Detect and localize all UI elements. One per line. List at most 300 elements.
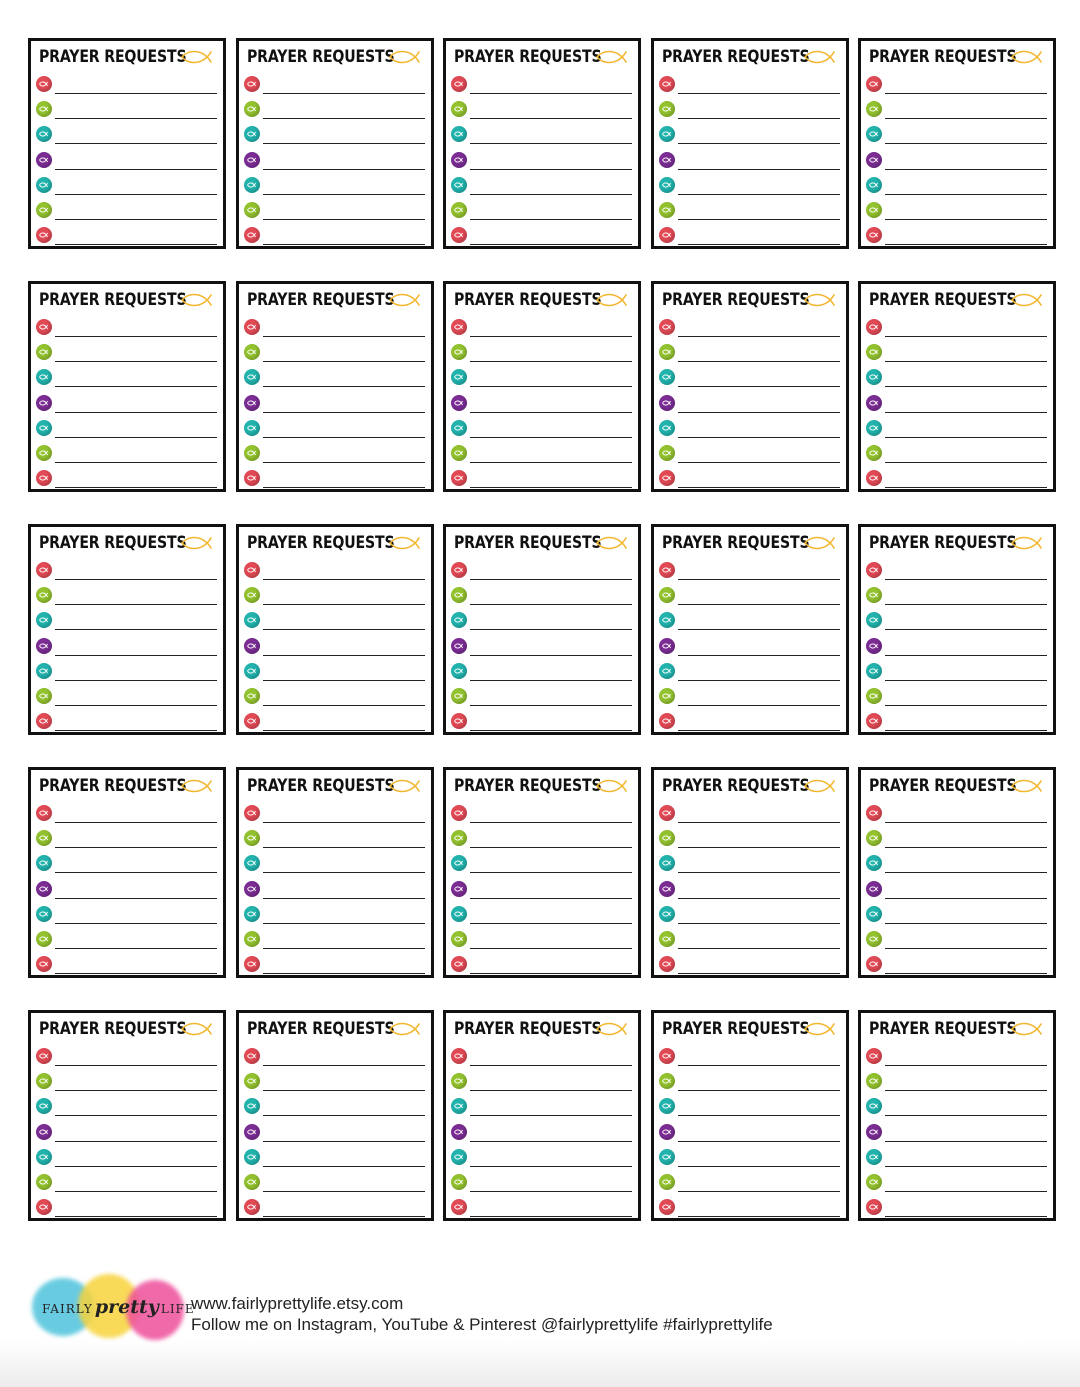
request-line[interactable] <box>449 684 635 709</box>
write-line <box>678 923 840 924</box>
request-line[interactable] <box>657 1094 843 1119</box>
fish-bullet-icon <box>36 202 52 218</box>
request-line[interactable] <box>449 1145 635 1170</box>
request-line[interactable] <box>657 1195 843 1220</box>
request-line[interactable] <box>657 902 843 927</box>
request-line[interactable] <box>242 72 428 97</box>
request-line[interactable] <box>657 441 843 466</box>
request-line[interactable] <box>34 1170 220 1195</box>
write-line <box>678 143 840 144</box>
request-line[interactable] <box>657 1120 843 1145</box>
request-line[interactable] <box>242 1069 428 1094</box>
request-line[interactable] <box>657 659 843 684</box>
request-line[interactable] <box>657 608 843 633</box>
request-line[interactable] <box>242 801 428 826</box>
fish-bullet-icon <box>451 805 467 821</box>
fish-bullet-icon <box>244 663 260 679</box>
prayer-request-card <box>651 38 849 249</box>
request-line[interactable] <box>242 826 428 851</box>
request-line[interactable] <box>657 223 843 248</box>
request-line[interactable] <box>657 634 843 659</box>
write-line <box>263 680 425 681</box>
request-line[interactable] <box>449 902 635 927</box>
write-line <box>55 629 217 630</box>
request-line[interactable] <box>242 608 428 633</box>
ichthys-fish-icon <box>1011 292 1047 308</box>
request-line[interactable] <box>242 466 428 491</box>
request-line[interactable] <box>242 441 428 466</box>
fish-bullet-icon <box>36 663 52 679</box>
fish-bullet-icon <box>659 177 675 193</box>
request-line[interactable] <box>34 684 220 709</box>
fish-bullet-icon <box>36 445 52 461</box>
fish-bullet-icon <box>659 805 675 821</box>
request-line[interactable] <box>242 1170 428 1195</box>
fish-bullet-icon <box>451 562 467 578</box>
fish-bullet-icon <box>659 1073 675 1089</box>
request-line[interactable] <box>657 952 843 977</box>
request-line[interactable] <box>242 1145 428 1170</box>
request-line[interactable] <box>864 1094 1050 1119</box>
request-line[interactable] <box>449 198 635 223</box>
write-line <box>885 143 1047 144</box>
fish-bullet-icon <box>244 1073 260 1089</box>
request-line[interactable] <box>449 1120 635 1145</box>
request-lines <box>864 1044 1050 1220</box>
write-line <box>55 1166 217 1167</box>
request-line[interactable] <box>449 365 635 390</box>
request-line[interactable] <box>864 952 1050 977</box>
card-title: PRAYER REQUESTS <box>246 1019 394 1039</box>
fish-bullet-icon <box>36 830 52 846</box>
request-line[interactable] <box>449 1069 635 1094</box>
request-line[interactable] <box>657 173 843 198</box>
request-line[interactable] <box>449 416 635 441</box>
request-line[interactable] <box>864 659 1050 684</box>
card-title: PRAYER REQUESTS <box>246 290 394 310</box>
request-line[interactable] <box>449 851 635 876</box>
request-line[interactable] <box>449 558 635 583</box>
fish-bullet-icon <box>244 369 260 385</box>
card-title: PRAYER REQUESTS <box>661 290 809 310</box>
request-line[interactable] <box>864 709 1050 734</box>
fish-bullet-icon <box>244 881 260 897</box>
request-line[interactable] <box>657 927 843 952</box>
request-line[interactable] <box>449 826 635 851</box>
request-line[interactable] <box>449 709 635 734</box>
request-line[interactable] <box>242 148 428 173</box>
request-line[interactable] <box>34 122 220 147</box>
request-line[interactable] <box>34 97 220 122</box>
request-line[interactable] <box>34 801 220 826</box>
request-line[interactable] <box>864 365 1050 390</box>
fish-bullet-icon <box>36 713 52 729</box>
request-line[interactable] <box>34 558 220 583</box>
request-line[interactable] <box>449 801 635 826</box>
page-bottom-fade <box>0 1340 1080 1387</box>
request-line[interactable] <box>34 315 220 340</box>
request-line[interactable] <box>34 72 220 97</box>
write-line <box>470 1090 632 1091</box>
request-lines <box>864 72 1050 248</box>
request-line[interactable] <box>34 952 220 977</box>
request-line[interactable] <box>657 365 843 390</box>
write-line <box>470 604 632 605</box>
card-title: PRAYER REQUESTS <box>454 47 602 67</box>
request-line[interactable] <box>864 1195 1050 1220</box>
prayer-request-card <box>858 281 1056 492</box>
fish-bullet-icon <box>659 587 675 603</box>
request-line[interactable] <box>449 1195 635 1220</box>
fish-bullet-icon <box>866 855 882 871</box>
request-line[interactable] <box>657 466 843 491</box>
request-line[interactable] <box>864 391 1050 416</box>
request-line[interactable] <box>864 466 1050 491</box>
fish-bullet-icon <box>36 319 52 335</box>
write-line <box>885 1191 1047 1192</box>
request-line[interactable] <box>242 851 428 876</box>
fish-bullet-icon <box>36 1149 52 1165</box>
fish-bullet-icon <box>866 1199 882 1215</box>
request-line[interactable] <box>864 558 1050 583</box>
request-line[interactable] <box>34 466 220 491</box>
request-line[interactable] <box>864 1145 1050 1170</box>
request-line[interactable] <box>242 927 428 952</box>
fish-bullet-icon <box>866 1098 882 1114</box>
request-line[interactable] <box>34 826 220 851</box>
request-line[interactable] <box>864 801 1050 826</box>
fish-bullet-icon <box>451 830 467 846</box>
ichthys-fish-icon <box>1011 778 1047 794</box>
request-line[interactable] <box>242 97 428 122</box>
write-line <box>263 336 425 337</box>
write-line <box>470 705 632 706</box>
request-line[interactable] <box>657 558 843 583</box>
request-line[interactable] <box>449 340 635 365</box>
write-line <box>263 169 425 170</box>
request-line[interactable] <box>657 1044 843 1069</box>
request-line[interactable] <box>864 223 1050 248</box>
fish-bullet-icon <box>36 126 52 142</box>
request-line[interactable] <box>864 634 1050 659</box>
fish-bullet-icon <box>866 101 882 117</box>
request-line[interactable] <box>864 72 1050 97</box>
request-line[interactable] <box>242 634 428 659</box>
request-line[interactable] <box>864 851 1050 876</box>
write-line <box>470 847 632 848</box>
fish-bullet-icon <box>244 152 260 168</box>
request-line[interactable] <box>864 340 1050 365</box>
request-line[interactable] <box>449 223 635 248</box>
request-line[interactable] <box>864 608 1050 633</box>
fish-bullet-icon <box>866 76 882 92</box>
request-line[interactable] <box>34 198 220 223</box>
fish-bullet-icon <box>451 1124 467 1140</box>
fish-bullet-icon <box>36 956 52 972</box>
write-line <box>55 948 217 949</box>
request-line[interactable] <box>449 315 635 340</box>
request-line[interactable] <box>864 1069 1050 1094</box>
request-line[interactable] <box>242 558 428 583</box>
write-line <box>470 437 632 438</box>
write-line <box>263 244 425 245</box>
write-line <box>55 1216 217 1217</box>
request-lines <box>449 801 635 977</box>
request-line[interactable] <box>864 148 1050 173</box>
request-line[interactable] <box>34 634 220 659</box>
request-line[interactable] <box>864 1120 1050 1145</box>
write-line <box>470 1216 632 1217</box>
fish-bullet-icon <box>659 638 675 654</box>
request-lines <box>449 315 635 491</box>
request-line[interactable] <box>657 709 843 734</box>
request-line[interactable] <box>34 877 220 902</box>
request-line[interactable] <box>657 851 843 876</box>
request-line[interactable] <box>449 466 635 491</box>
request-line[interactable] <box>449 72 635 97</box>
request-line[interactable] <box>864 1170 1050 1195</box>
request-line[interactable] <box>34 391 220 416</box>
card-title: PRAYER REQUESTS <box>39 776 187 796</box>
write-line <box>470 244 632 245</box>
request-line[interactable] <box>657 391 843 416</box>
fish-bullet-icon <box>244 1098 260 1114</box>
prayer-request-card <box>28 281 226 492</box>
request-line[interactable] <box>34 1120 220 1145</box>
write-line <box>470 219 632 220</box>
request-line[interactable] <box>34 1094 220 1119</box>
request-line[interactable] <box>449 173 635 198</box>
write-line <box>55 579 217 580</box>
footer-website: www.fairlyprettylife.etsy.com <box>191 1294 404 1313</box>
request-line[interactable] <box>657 1170 843 1195</box>
fish-bullet-icon <box>244 1124 260 1140</box>
write-line <box>55 93 217 94</box>
request-line[interactable] <box>242 583 428 608</box>
request-line[interactable] <box>242 1094 428 1119</box>
fish-bullet-icon <box>244 612 260 628</box>
write-line <box>885 244 1047 245</box>
request-line[interactable] <box>242 365 428 390</box>
write-line <box>263 898 425 899</box>
brand-logo <box>30 1272 195 1344</box>
write-line <box>263 118 425 119</box>
request-line[interactable] <box>34 659 220 684</box>
request-line[interactable] <box>34 709 220 734</box>
write-line <box>470 822 632 823</box>
fish-bullet-icon <box>659 881 675 897</box>
request-line[interactable] <box>657 801 843 826</box>
request-line[interactable] <box>864 684 1050 709</box>
request-line[interactable] <box>242 684 428 709</box>
request-line[interactable] <box>34 902 220 927</box>
fish-bullet-icon <box>244 344 260 360</box>
request-line[interactable] <box>242 340 428 365</box>
request-line[interactable] <box>242 877 428 902</box>
request-line[interactable] <box>34 340 220 365</box>
fish-bullet-icon <box>866 227 882 243</box>
request-line[interactable] <box>34 927 220 952</box>
request-line[interactable] <box>242 952 428 977</box>
write-line <box>470 1065 632 1066</box>
request-line[interactable] <box>34 173 220 198</box>
request-line[interactable] <box>449 441 635 466</box>
request-line[interactable] <box>242 223 428 248</box>
fish-bullet-icon <box>36 344 52 360</box>
write-line <box>55 487 217 488</box>
request-line[interactable] <box>657 72 843 97</box>
write-line <box>678 579 840 580</box>
request-line[interactable] <box>449 148 635 173</box>
request-line[interactable] <box>242 902 428 927</box>
fish-bullet-icon <box>866 344 882 360</box>
request-line[interactable] <box>242 173 428 198</box>
fish-bullet-icon <box>36 638 52 654</box>
request-line[interactable] <box>864 416 1050 441</box>
write-line <box>678 898 840 899</box>
write-line <box>470 872 632 873</box>
fish-bullet-icon <box>866 369 882 385</box>
write-line <box>885 655 1047 656</box>
request-line[interactable] <box>864 927 1050 952</box>
fish-bullet-icon <box>451 76 467 92</box>
request-line[interactable] <box>34 365 220 390</box>
request-line[interactable] <box>34 223 220 248</box>
request-line[interactable] <box>449 122 635 147</box>
request-line[interactable] <box>34 416 220 441</box>
request-line[interactable] <box>242 315 428 340</box>
request-line[interactable] <box>449 608 635 633</box>
request-line[interactable] <box>657 684 843 709</box>
write-line <box>263 386 425 387</box>
request-line[interactable] <box>242 709 428 734</box>
request-line[interactable] <box>864 877 1050 902</box>
request-line[interactable] <box>242 416 428 441</box>
prayer-request-card <box>443 1010 641 1221</box>
request-line[interactable] <box>34 1044 220 1069</box>
fish-bullet-icon <box>244 202 260 218</box>
card-title: PRAYER REQUESTS <box>869 47 1017 67</box>
request-line[interactable] <box>657 315 843 340</box>
request-line[interactable] <box>864 902 1050 927</box>
request-lines <box>242 72 428 248</box>
request-line[interactable] <box>657 148 843 173</box>
request-line[interactable] <box>449 1044 635 1069</box>
fish-bullet-icon <box>451 1048 467 1064</box>
request-line[interactable] <box>242 1120 428 1145</box>
request-line[interactable] <box>34 1145 220 1170</box>
request-line[interactable] <box>864 441 1050 466</box>
prayer-request-card <box>443 767 641 978</box>
fish-bullet-icon <box>659 227 675 243</box>
write-line <box>470 194 632 195</box>
write-line <box>55 1191 217 1192</box>
write-line <box>885 898 1047 899</box>
fish-bullet-icon <box>659 612 675 628</box>
request-line[interactable] <box>34 583 220 608</box>
request-line[interactable] <box>864 97 1050 122</box>
fish-bullet-icon <box>244 470 260 486</box>
fish-bullet-icon <box>659 101 675 117</box>
request-line[interactable] <box>449 1094 635 1119</box>
ichthys-fish-icon <box>389 292 425 308</box>
request-line[interactable] <box>864 1044 1050 1069</box>
request-line[interactable] <box>449 391 635 416</box>
request-line[interactable] <box>449 634 635 659</box>
write-line <box>470 462 632 463</box>
write-line <box>678 1090 840 1091</box>
fish-bullet-icon <box>36 227 52 243</box>
write-line <box>885 437 1047 438</box>
request-line[interactable] <box>242 391 428 416</box>
request-line[interactable] <box>657 97 843 122</box>
request-line[interactable] <box>657 122 843 147</box>
fish-bullet-icon <box>451 227 467 243</box>
write-line <box>55 1115 217 1116</box>
request-line[interactable] <box>449 97 635 122</box>
write-line <box>55 361 217 362</box>
request-line[interactable] <box>34 608 220 633</box>
fish-bullet-icon <box>36 177 52 193</box>
request-line[interactable] <box>864 122 1050 147</box>
request-line[interactable] <box>864 198 1050 223</box>
write-line <box>55 847 217 848</box>
request-line[interactable] <box>657 340 843 365</box>
prayer-request-card <box>858 767 1056 978</box>
request-line[interactable] <box>449 583 635 608</box>
request-line[interactable] <box>34 851 220 876</box>
request-line[interactable] <box>449 952 635 977</box>
write-line <box>55 705 217 706</box>
request-line[interactable] <box>34 1195 220 1220</box>
prayer-request-card <box>236 281 434 492</box>
request-line[interactable] <box>34 441 220 466</box>
write-line <box>678 1216 840 1217</box>
fish-bullet-icon <box>36 1199 52 1215</box>
fish-bullet-icon <box>244 420 260 436</box>
request-line[interactable] <box>657 826 843 851</box>
fish-bullet-icon <box>451 1149 467 1165</box>
request-line[interactable] <box>657 1145 843 1170</box>
request-line[interactable] <box>242 659 428 684</box>
request-line[interactable] <box>242 1195 428 1220</box>
fish-bullet-icon <box>244 395 260 411</box>
request-line[interactable] <box>657 1069 843 1094</box>
request-line[interactable] <box>657 583 843 608</box>
request-line[interactable] <box>242 122 428 147</box>
request-line[interactable] <box>864 583 1050 608</box>
request-line[interactable] <box>34 148 220 173</box>
request-line[interactable] <box>34 1069 220 1094</box>
write-line <box>263 629 425 630</box>
write-line <box>678 244 840 245</box>
request-line[interactable] <box>864 315 1050 340</box>
request-line[interactable] <box>449 877 635 902</box>
ichthys-fish-icon <box>804 535 840 551</box>
request-line[interactable] <box>449 927 635 952</box>
request-line[interactable] <box>657 416 843 441</box>
request-line[interactable] <box>242 1044 428 1069</box>
request-line[interactable] <box>449 1170 635 1195</box>
request-lines <box>34 801 220 977</box>
request-line[interactable] <box>864 173 1050 198</box>
request-lines <box>864 315 1050 491</box>
request-line[interactable] <box>242 198 428 223</box>
request-line[interactable] <box>449 659 635 684</box>
request-line[interactable] <box>864 826 1050 851</box>
request-line[interactable] <box>657 877 843 902</box>
request-line[interactable] <box>657 198 843 223</box>
